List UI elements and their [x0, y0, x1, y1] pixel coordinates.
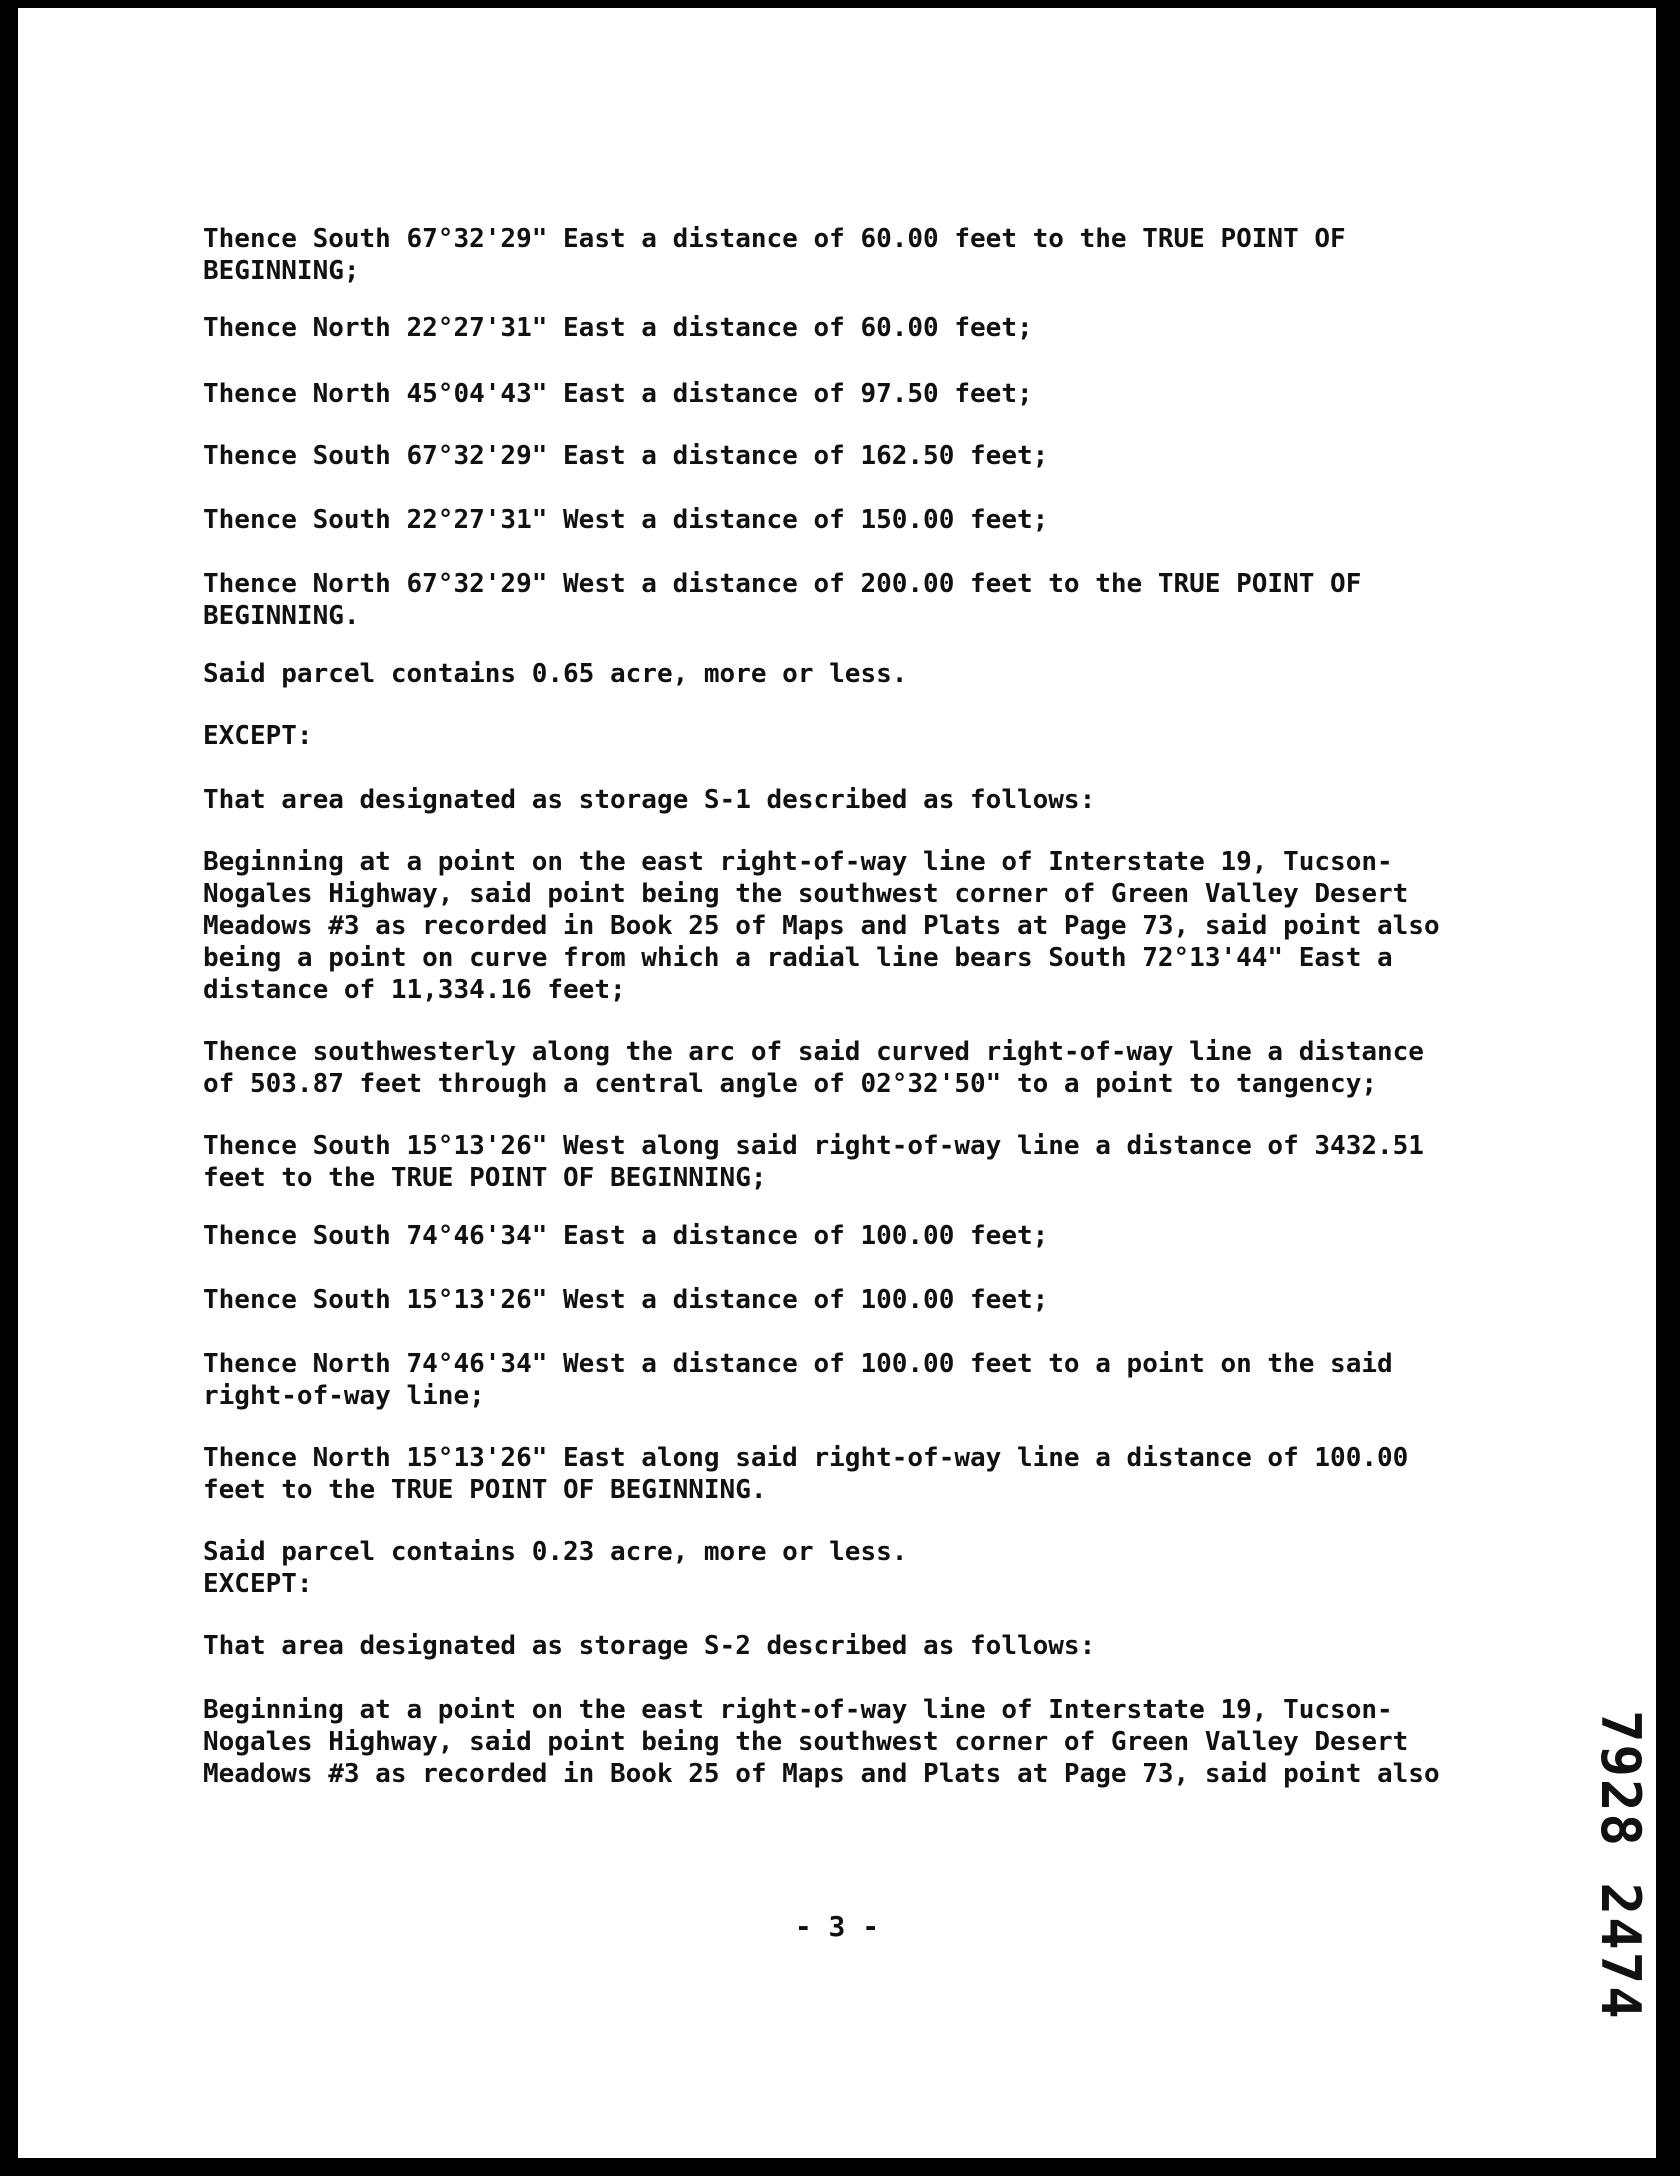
- paragraph: Thence South 67°32'29" East a distance of 60.00 feet to the TRUE POINT OF BEGINNING;: [203, 224, 1346, 286]
- paragraph: Thence North 67°32'29" West a distance of 200.00 feet to the TRUE POINT OF BEGINNING.: [203, 569, 1362, 631]
- paragraph: Thence South 67°32'29" East a distance of 162.50 feet;: [203, 441, 1049, 471]
- paragraph: Thence North 74°46'34" West a distance of 100.00 feet to a point on the said right-of-way line;: [203, 1349, 1393, 1411]
- paragraph: Thence North 15°13'26" East along said right-of-way line a distance of 100.00 feet to the TRUE POINT OF BEGINNING.: [203, 1443, 1409, 1505]
- paragraph: That area designated as storage S-2 described as follows:: [203, 1631, 1096, 1661]
- paragraph: Beginning at a point on the east right-of-way line of Interstate 19, Tucson- Nogales Highway, said point being the southwest corner of Green Valley Desert Meadows #3 as recorded in Book 25 of Maps and Plats at Page 73, said point also: [203, 1695, 1440, 1789]
- paragraph: Said parcel contains 0.65 acre, more or less.: [203, 659, 908, 689]
- paragraph: Thence South 74°46'34" East a distance of 100.00 feet;: [203, 1221, 1049, 1251]
- paragraph: Thence South 15°13'26" West a distance of 100.00 feet;: [203, 1285, 1049, 1315]
- paragraph: Thence South 15°13'26" West along said right-of-way line a distance of 3432.51 feet to the TRUE POINT OF BEGINNING;: [203, 1131, 1424, 1193]
- paragraph: Thence South 22°27'31" West a distance of 150.00 feet;: [203, 505, 1049, 535]
- paragraph: Said parcel contains 0.23 acre, more or less. EXCEPT:: [203, 1537, 908, 1599]
- document-page: [18, 8, 1656, 2158]
- paragraph: Beginning at a point on the east right-of-way line of Interstate 19, Tucson- Nogales Highway, said point being the southwest corner of Green Valley Desert Meadows #3 as recorded in Book 25 of Maps and Plats at Page 73, said point also being a point on curve from which a radial line bears South 72°13'44" East a distance of 11,334.16 feet;: [203, 847, 1440, 1005]
- paragraph: Thence North 45°04'43" East a distance of 97.50 feet;: [203, 379, 1033, 409]
- document-body: [203, 223, 1523, 1790]
- paragraph: That area designated as storage S-1 described as follows:: [203, 785, 1096, 815]
- section-heading: EXCEPT:: [203, 721, 313, 751]
- paragraph: Thence southwesterly along the arc of said curved right-of-way line a distance of 503.87 feet through a central angle of 02°32'50" to a point to tangency;: [203, 1037, 1424, 1099]
- paragraph: Thence North 22°27'31" East a distance of 60.00 feet;: [203, 313, 1033, 343]
- margin-stamp: 7928 2474: [1589, 1710, 1652, 2021]
- page-number: - 3 -: [794, 1910, 880, 1943]
